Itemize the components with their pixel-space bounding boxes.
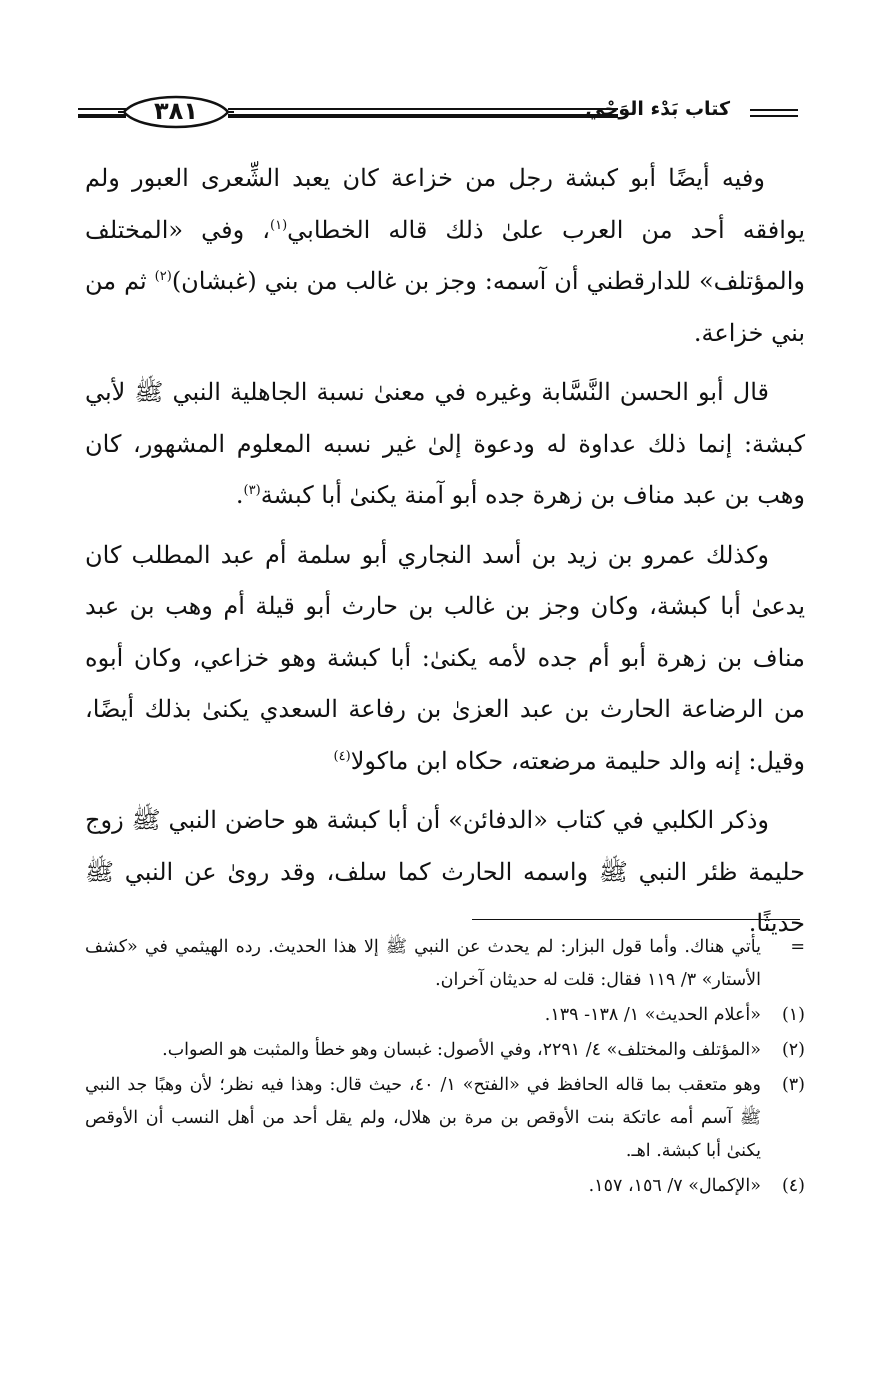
- footnote-mark: (٢): [781, 1040, 805, 1060]
- footnote-ref-3[interactable]: (٣): [243, 483, 261, 498]
- footnote-text: يأتي هناك. وأما قول البزار: لم يحدث عن النبي ﷺ إلا هذا الحديث. رده الهيثمي في «كشف الأستار» ٣/ ١١٩ فقال: قلت له حديثان آخران.: [85, 937, 761, 990]
- page-number-cartouche: [118, 90, 234, 134]
- page-header: [78, 90, 798, 140]
- footnote-text: «المؤتلف والمختلف» ٤/ ٢٢٩١، وفي الأصول: غبسان وهو خطأ والمثبت هو الصواب.: [162, 1040, 761, 1060]
- paragraph-2: [85, 367, 805, 522]
- footnote-text: «أعلام الحديث» ١/ ١٣٨- ١٣٩.: [544, 1005, 761, 1025]
- footnote-ref-1[interactable]: (١): [270, 217, 288, 233]
- footnote-continuation: [85, 931, 805, 997]
- footnote-text: وهو متعقب بما قاله الحافظ في «الفتح» ١/ ٤٠، حيث قال: وهذا فيه نظر؛ لأن وهبًا جد النبي ﷺ آسم أمه عاتكة بنت الأوقص بن مرة بن هلال، ولم يقل أحد من أهل النسب أن الأوقص يكنىٰ أبا كبشة. اهـ.: [85, 1075, 761, 1161]
- footnote-1: [85, 999, 805, 1032]
- footnote-mark: (١): [781, 1005, 805, 1025]
- main-text: [85, 153, 805, 958]
- footnote-text: «الإكمال» ٧/ ١٥٦، ١٥٧.: [588, 1176, 761, 1196]
- paragraph-1: [85, 153, 805, 359]
- paragraph-1-text-a: وفيه أيضًا أبو كبشة رجل من خزاعة كان يعبد الشِّعرى العبور ولم يوافقه أحد من العرب علىٰ ذلك قاله الخطابي: [85, 164, 805, 244]
- footnote-separator: [472, 919, 800, 920]
- running-title: كتاب بَدْء الوَحْي: [585, 98, 730, 120]
- header-rule-middle-top: [228, 108, 618, 110]
- footnote-mark: (٣): [781, 1075, 805, 1095]
- footnote-ref-4[interactable]: (٤): [333, 748, 351, 764]
- paragraph-2-text-a: قال أبو الحسن النَّسَّابة وغيره في معنىٰ نسبة الجاهلية النبي ﷺ لأبي كبشة: إنما ذلك عداوة له ودعوة إلىٰ غير نسبه المعلوم المشهور، كان وهب بن عبد مناف بن زهرة جده أبو آمنة يكنىٰ أبا كبشة: [85, 378, 805, 509]
- footnote-mark: (٤): [781, 1176, 805, 1196]
- footnote-ref-2[interactable]: (٢): [154, 269, 172, 284]
- footnote-mark: =: [790, 937, 805, 957]
- paragraph-2-text-b: .: [235, 481, 244, 509]
- paragraph-4-text-a: وذكر الكلبي في كتاب «الدفائن» أن أبا كبشة هو حاضن النبي ﷺ زوج حليمة ظئر النبي ﷺ واسمه الحارث كما سلف، وقد روىٰ عن النبي ﷺ حديثًا.: [85, 806, 805, 937]
- footnote-3: [85, 1069, 805, 1168]
- paragraph-4: [85, 795, 805, 950]
- page-number: ٣٨١: [154, 97, 198, 125]
- footnotes: [85, 931, 805, 1205]
- header-rule-middle-bottom: [228, 114, 618, 118]
- paragraph-1-text-c: ثم من بني خزاعة.: [85, 267, 805, 347]
- footnote-4: [85, 1170, 805, 1203]
- header-rule-right-bottom: [750, 115, 798, 117]
- header-rule-right-top: [750, 109, 798, 111]
- paragraph-1-text-b: ، وفي «المختلف والمؤتلف» للدارقطني أن آسمه: وجز بن غالب من بني (غبشان): [85, 215, 805, 295]
- paragraph-3: [85, 530, 805, 788]
- footnote-2: [85, 1034, 805, 1067]
- paragraph-3-text-a: وكذلك عمرو بن زيد بن أسد النجاري أبو سلمة أم عبد المطلب كان يدعىٰ أبا كبشة، وكان وجز بن غالب بن حارث أبو قيلة أم وهب بن عبد مناف بن زهرة أبو أم جده لأمه يكنىٰ: أبا كبشة وهو خزاعي، وكان أبوه من الرضاعة الحارث بن عبد العزىٰ بن رفاعة السعدي يكنىٰ بذلك أيضًا، وقيل: إنه والد حليمة مرضعته، حكاه ابن ماكولا: [85, 540, 805, 775]
